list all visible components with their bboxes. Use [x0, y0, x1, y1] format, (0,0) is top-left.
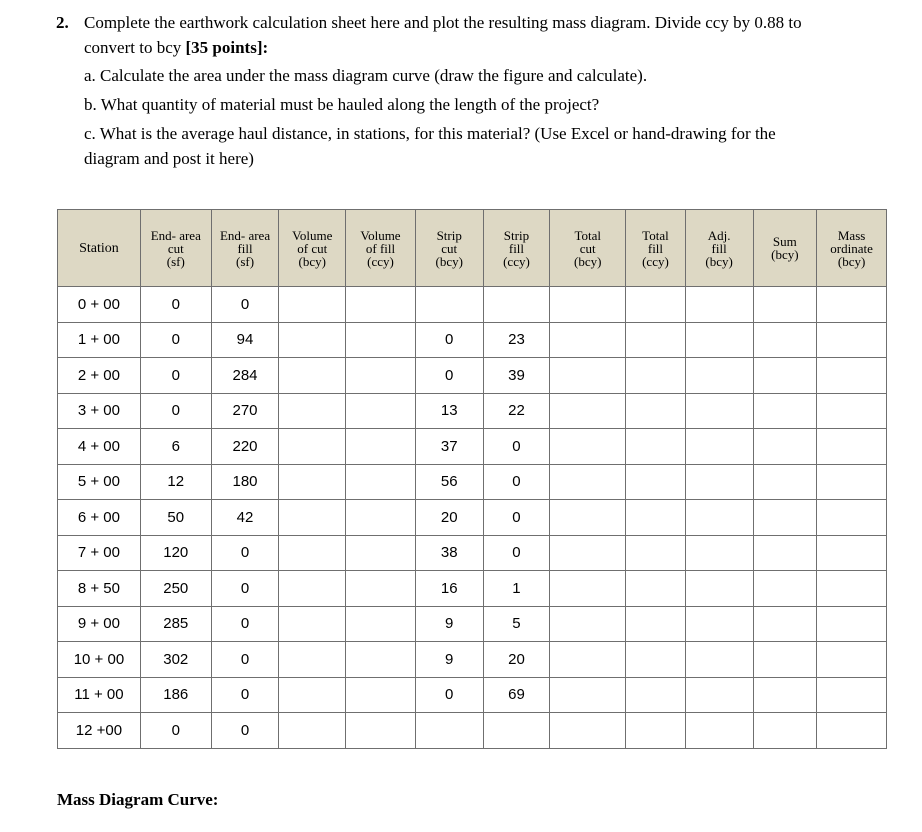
column-header-line: Sum	[772, 234, 797, 249]
table-cell[interactable]	[346, 393, 416, 429]
column-header-line: cut	[579, 240, 596, 256]
table-cell[interactable]	[346, 606, 416, 642]
table-cell[interactable]	[685, 322, 753, 358]
station-cell: 5 + 00	[58, 464, 141, 500]
question-points: [35 points]:	[185, 38, 269, 57]
question-parts	[84, 63, 816, 171]
table-cell[interactable]	[753, 464, 817, 500]
table-cell[interactable]	[279, 287, 346, 323]
table-cell[interactable]	[817, 535, 887, 571]
column-header-line: of cut	[297, 240, 328, 256]
table-cell[interactable]	[685, 642, 753, 678]
earthwork-table	[57, 209, 887, 749]
table-cell[interactable]: 13	[415, 393, 483, 429]
table-cell[interactable]	[753, 677, 817, 713]
table-cell[interactable]	[626, 393, 686, 429]
table-cell[interactable]	[279, 393, 346, 429]
table-cell[interactable]: 20	[483, 642, 550, 678]
table-cell[interactable]	[817, 713, 887, 749]
station-cell: 8 + 50	[58, 571, 141, 607]
column-header-line: ordinate	[830, 240, 873, 256]
table-cell[interactable]	[685, 535, 753, 571]
table-cell[interactable]	[817, 642, 887, 678]
table-row	[58, 429, 887, 465]
table-cell[interactable]: 22	[483, 393, 550, 429]
column-header	[346, 210, 416, 287]
table-cell[interactable]: 0	[140, 287, 211, 323]
table-cell[interactable]	[415, 287, 483, 323]
column-header-line: Total	[642, 227, 669, 243]
table-cell[interactable]	[279, 358, 346, 394]
column-header-line: End- area	[219, 227, 271, 243]
table-cell[interactable]	[279, 464, 346, 500]
table-row	[58, 535, 887, 571]
table-cell[interactable]: 5	[483, 606, 550, 642]
column-header-line: Total	[574, 227, 601, 243]
table-cell[interactable]	[817, 393, 887, 429]
station-cell: 11 + 00	[58, 677, 141, 713]
table-cell[interactable]	[685, 393, 753, 429]
table-cell[interactable]: 0	[483, 429, 550, 465]
table-row	[58, 287, 887, 323]
column-header-line: (ccy)	[642, 253, 669, 269]
table-cell[interactable]	[346, 535, 416, 571]
column-header	[58, 210, 141, 287]
table-cell[interactable]	[550, 571, 626, 607]
station-cell: 6 + 00	[58, 500, 141, 536]
column-header-line: (bcy)	[837, 253, 866, 269]
station-cell: 3 + 00	[58, 393, 141, 429]
table-cell[interactable]	[753, 500, 817, 536]
table-cell[interactable]	[279, 322, 346, 358]
table-cell[interactable]	[753, 393, 817, 429]
table-row	[58, 713, 887, 749]
question-block	[56, 10, 816, 175]
table-cell[interactable]	[346, 358, 416, 394]
table-cell[interactable]	[685, 677, 753, 713]
table-cell[interactable]	[279, 713, 346, 749]
table-cell[interactable]: 20	[415, 500, 483, 536]
table-row	[58, 606, 887, 642]
column-header-line: (bcy)	[435, 253, 463, 269]
table-cell[interactable]: 0	[140, 322, 211, 358]
table-cell[interactable]: 186	[140, 677, 211, 713]
part-b: b. What quantity of material must be hauled along the length of the project?	[84, 95, 600, 114]
table-cell[interactable]	[685, 571, 753, 607]
table-cell[interactable]: 0	[415, 358, 483, 394]
column-header	[140, 210, 211, 287]
table-row	[58, 464, 887, 500]
column-header-line: (sf)	[166, 253, 185, 269]
column-header-line: Volume	[360, 227, 401, 243]
column-header	[626, 210, 686, 287]
table-cell[interactable]	[550, 358, 626, 394]
table-cell[interactable]	[817, 287, 887, 323]
station-cell: 0 + 00	[58, 287, 141, 323]
table-cell[interactable]	[550, 322, 626, 358]
column-header-line: (bcy)	[574, 253, 602, 269]
table-cell[interactable]	[279, 677, 346, 713]
part-a: a. Calculate the area under the mass diagram curve (draw the figure and calculate).	[84, 66, 648, 85]
station-cell: 12 +00	[58, 713, 141, 749]
station-cell: 2 + 00	[58, 358, 141, 394]
table-row	[58, 358, 887, 394]
table-cell[interactable]	[279, 571, 346, 607]
question-number: 2.	[56, 13, 69, 32]
table-cell[interactable]	[346, 429, 416, 465]
table-cell[interactable]	[753, 535, 817, 571]
table-cell[interactable]: 220	[211, 429, 279, 465]
column-header-line: Mass	[837, 227, 866, 243]
table-cell[interactable]: 0	[211, 677, 279, 713]
table-cell[interactable]: 0	[140, 393, 211, 429]
table-cell[interactable]	[685, 287, 753, 323]
table-cell[interactable]	[346, 677, 416, 713]
table-cell[interactable]	[415, 713, 483, 749]
column-header-line: cut	[441, 240, 458, 256]
table-cell[interactable]	[550, 606, 626, 642]
table-cell[interactable]: 0	[140, 358, 211, 394]
table-cell[interactable]	[685, 713, 753, 749]
question-prompt: Complete the earthwork calculation sheet here and plot the resulting mass diagram. Divide ccy by 0.88 to convert to bcy	[84, 13, 802, 57]
station-cell: 9 + 00	[58, 606, 141, 642]
table-cell[interactable]: 39	[483, 358, 550, 394]
table-cell[interactable]: 9	[415, 642, 483, 678]
table-cell[interactable]	[626, 429, 686, 465]
table-cell[interactable]	[753, 606, 817, 642]
table-cell[interactable]	[626, 677, 686, 713]
table-cell[interactable]	[346, 287, 416, 323]
table-cell[interactable]	[346, 464, 416, 500]
table-cell[interactable]	[626, 322, 686, 358]
table-cell[interactable]: 302	[140, 642, 211, 678]
table-row	[58, 571, 887, 607]
table-cell[interactable]	[685, 464, 753, 500]
column-header-line: Volume	[292, 227, 333, 243]
table-cell[interactable]	[550, 535, 626, 571]
table-cell[interactable]	[753, 642, 817, 678]
station-cell: 7 + 00	[58, 535, 141, 571]
table-cell[interactable]	[550, 393, 626, 429]
column-header-line: fill	[711, 240, 727, 256]
column-header-line: fill	[647, 240, 664, 256]
table-cell[interactable]	[483, 287, 550, 323]
table-cell[interactable]: 0	[211, 642, 279, 678]
table-row	[58, 642, 887, 678]
column-header-line: (bcy)	[298, 253, 326, 269]
column-header-line: (ccy)	[367, 253, 394, 269]
table-cell[interactable]: 38	[415, 535, 483, 571]
table-cell[interactable]	[550, 677, 626, 713]
table-cell[interactable]	[626, 606, 686, 642]
table-cell[interactable]	[346, 642, 416, 678]
table-cell[interactable]	[279, 606, 346, 642]
column-header-line: cut	[167, 240, 184, 256]
table-cell[interactable]: 9	[415, 606, 483, 642]
table-row	[58, 393, 887, 429]
table-cell[interactable]: 0	[415, 677, 483, 713]
column-header	[279, 210, 346, 287]
table-cell[interactable]: 0	[211, 287, 279, 323]
table-cell[interactable]	[626, 535, 686, 571]
table-cell[interactable]	[550, 713, 626, 749]
station-cell: 4 + 00	[58, 429, 141, 465]
table-body	[58, 287, 887, 749]
table-cell[interactable]	[279, 642, 346, 678]
table-cell[interactable]: 94	[211, 322, 279, 358]
table-cell[interactable]	[817, 429, 887, 465]
question-header	[56, 10, 816, 60]
table-cell[interactable]: 37	[415, 429, 483, 465]
column-header	[685, 210, 753, 287]
table-cell[interactable]	[346, 500, 416, 536]
table-cell[interactable]: 285	[140, 606, 211, 642]
table-cell[interactable]	[626, 713, 686, 749]
table-cell[interactable]: 0	[211, 571, 279, 607]
table-cell[interactable]: 56	[415, 464, 483, 500]
table-cell[interactable]: 0	[140, 713, 211, 749]
column-header-line: Station	[79, 240, 119, 256]
table-cell[interactable]: 16	[415, 571, 483, 607]
column-header	[817, 210, 887, 287]
table-cell[interactable]: 270	[211, 393, 279, 429]
table-cell[interactable]	[753, 322, 817, 358]
column-header-line: (ccy)	[503, 253, 530, 269]
table-cell[interactable]: 1	[483, 571, 550, 607]
table-cell[interactable]: 0	[211, 535, 279, 571]
table-cell[interactable]	[817, 500, 887, 536]
table-cell[interactable]: 0	[211, 713, 279, 749]
table-cell[interactable]	[346, 322, 416, 358]
table-cell[interactable]: 50	[140, 500, 211, 536]
table-cell[interactable]	[685, 429, 753, 465]
table-cell[interactable]: 120	[140, 535, 211, 571]
column-header-line: Strip	[503, 227, 530, 243]
table-cell[interactable]	[753, 358, 817, 394]
column-header	[550, 210, 626, 287]
table-cell[interactable]	[753, 571, 817, 607]
column-header-line: (bcy)	[771, 247, 799, 262]
station-cell: 10 + 00	[58, 642, 141, 678]
table-cell[interactable]: 0	[483, 535, 550, 571]
table-cell[interactable]: 12	[140, 464, 211, 500]
table-row	[58, 322, 887, 358]
table-cell[interactable]	[483, 713, 550, 749]
table-cell[interactable]	[626, 500, 686, 536]
table-cell[interactable]	[685, 358, 753, 394]
column-header-line: (sf)	[236, 253, 255, 269]
table-cell[interactable]	[346, 571, 416, 607]
table-cell[interactable]: 0	[415, 322, 483, 358]
column-header	[483, 210, 550, 287]
table-cell[interactable]	[626, 358, 686, 394]
table-cell[interactable]	[279, 500, 346, 536]
table-cell[interactable]	[685, 606, 753, 642]
column-header-line: (bcy)	[705, 253, 733, 269]
table-cell[interactable]: 0	[483, 500, 550, 536]
column-header-line: of fill	[365, 240, 396, 256]
table-cell[interactable]: 0	[211, 606, 279, 642]
column-header	[415, 210, 483, 287]
table-cell[interactable]	[817, 606, 887, 642]
table-cell[interactable]: 250	[140, 571, 211, 607]
table-cell[interactable]	[817, 464, 887, 500]
question-text	[84, 10, 816, 60]
table-row	[58, 677, 887, 713]
station-cell: 1 + 00	[58, 322, 141, 358]
table-cell[interactable]	[279, 535, 346, 571]
table-cell[interactable]	[626, 571, 686, 607]
table-cell[interactable]	[346, 713, 416, 749]
table-cell[interactable]	[817, 322, 887, 358]
column-header-line: fill	[237, 240, 253, 256]
table-cell[interactable]	[550, 287, 626, 323]
table-cell[interactable]: 23	[483, 322, 550, 358]
table-cell[interactable]: 69	[483, 677, 550, 713]
table-cell[interactable]	[817, 571, 887, 607]
column-header-line: Adj.	[707, 227, 731, 243]
table-cell[interactable]	[626, 642, 686, 678]
mass-diagram-title: Mass Diagram Curve:	[57, 790, 219, 809]
table-cell[interactable]	[685, 500, 753, 536]
table-cell[interactable]	[817, 677, 887, 713]
table-cell[interactable]	[753, 429, 817, 465]
table-cell[interactable]	[550, 642, 626, 678]
table-cell[interactable]	[279, 429, 346, 465]
table-cell[interactable]	[550, 464, 626, 500]
table-header-row	[58, 210, 887, 287]
table-cell[interactable]: 42	[211, 500, 279, 536]
column-header-line: Strip	[436, 227, 462, 243]
part-c: c. What is the average haul distance, in stations, for this material? (Use Excel or hand-drawing for the diagram and post it here)	[84, 124, 776, 168]
table-cell[interactable]	[626, 464, 686, 500]
column-header-line: End- area	[150, 227, 201, 243]
table-cell[interactable]: 0	[483, 464, 550, 500]
column-header	[211, 210, 279, 287]
table-cell[interactable]	[550, 429, 626, 465]
table-cell[interactable]: 284	[211, 358, 279, 394]
table-row	[58, 500, 887, 536]
table-cell[interactable]	[753, 287, 817, 323]
table-cell[interactable]: 180	[211, 464, 279, 500]
table-cell[interactable]	[753, 713, 817, 749]
table-cell[interactable]	[550, 500, 626, 536]
table-cell[interactable]: 6	[140, 429, 211, 465]
table-cell[interactable]	[626, 287, 686, 323]
column-header-line: fill	[508, 240, 525, 256]
table-cell[interactable]	[817, 358, 887, 394]
column-header	[753, 210, 817, 287]
